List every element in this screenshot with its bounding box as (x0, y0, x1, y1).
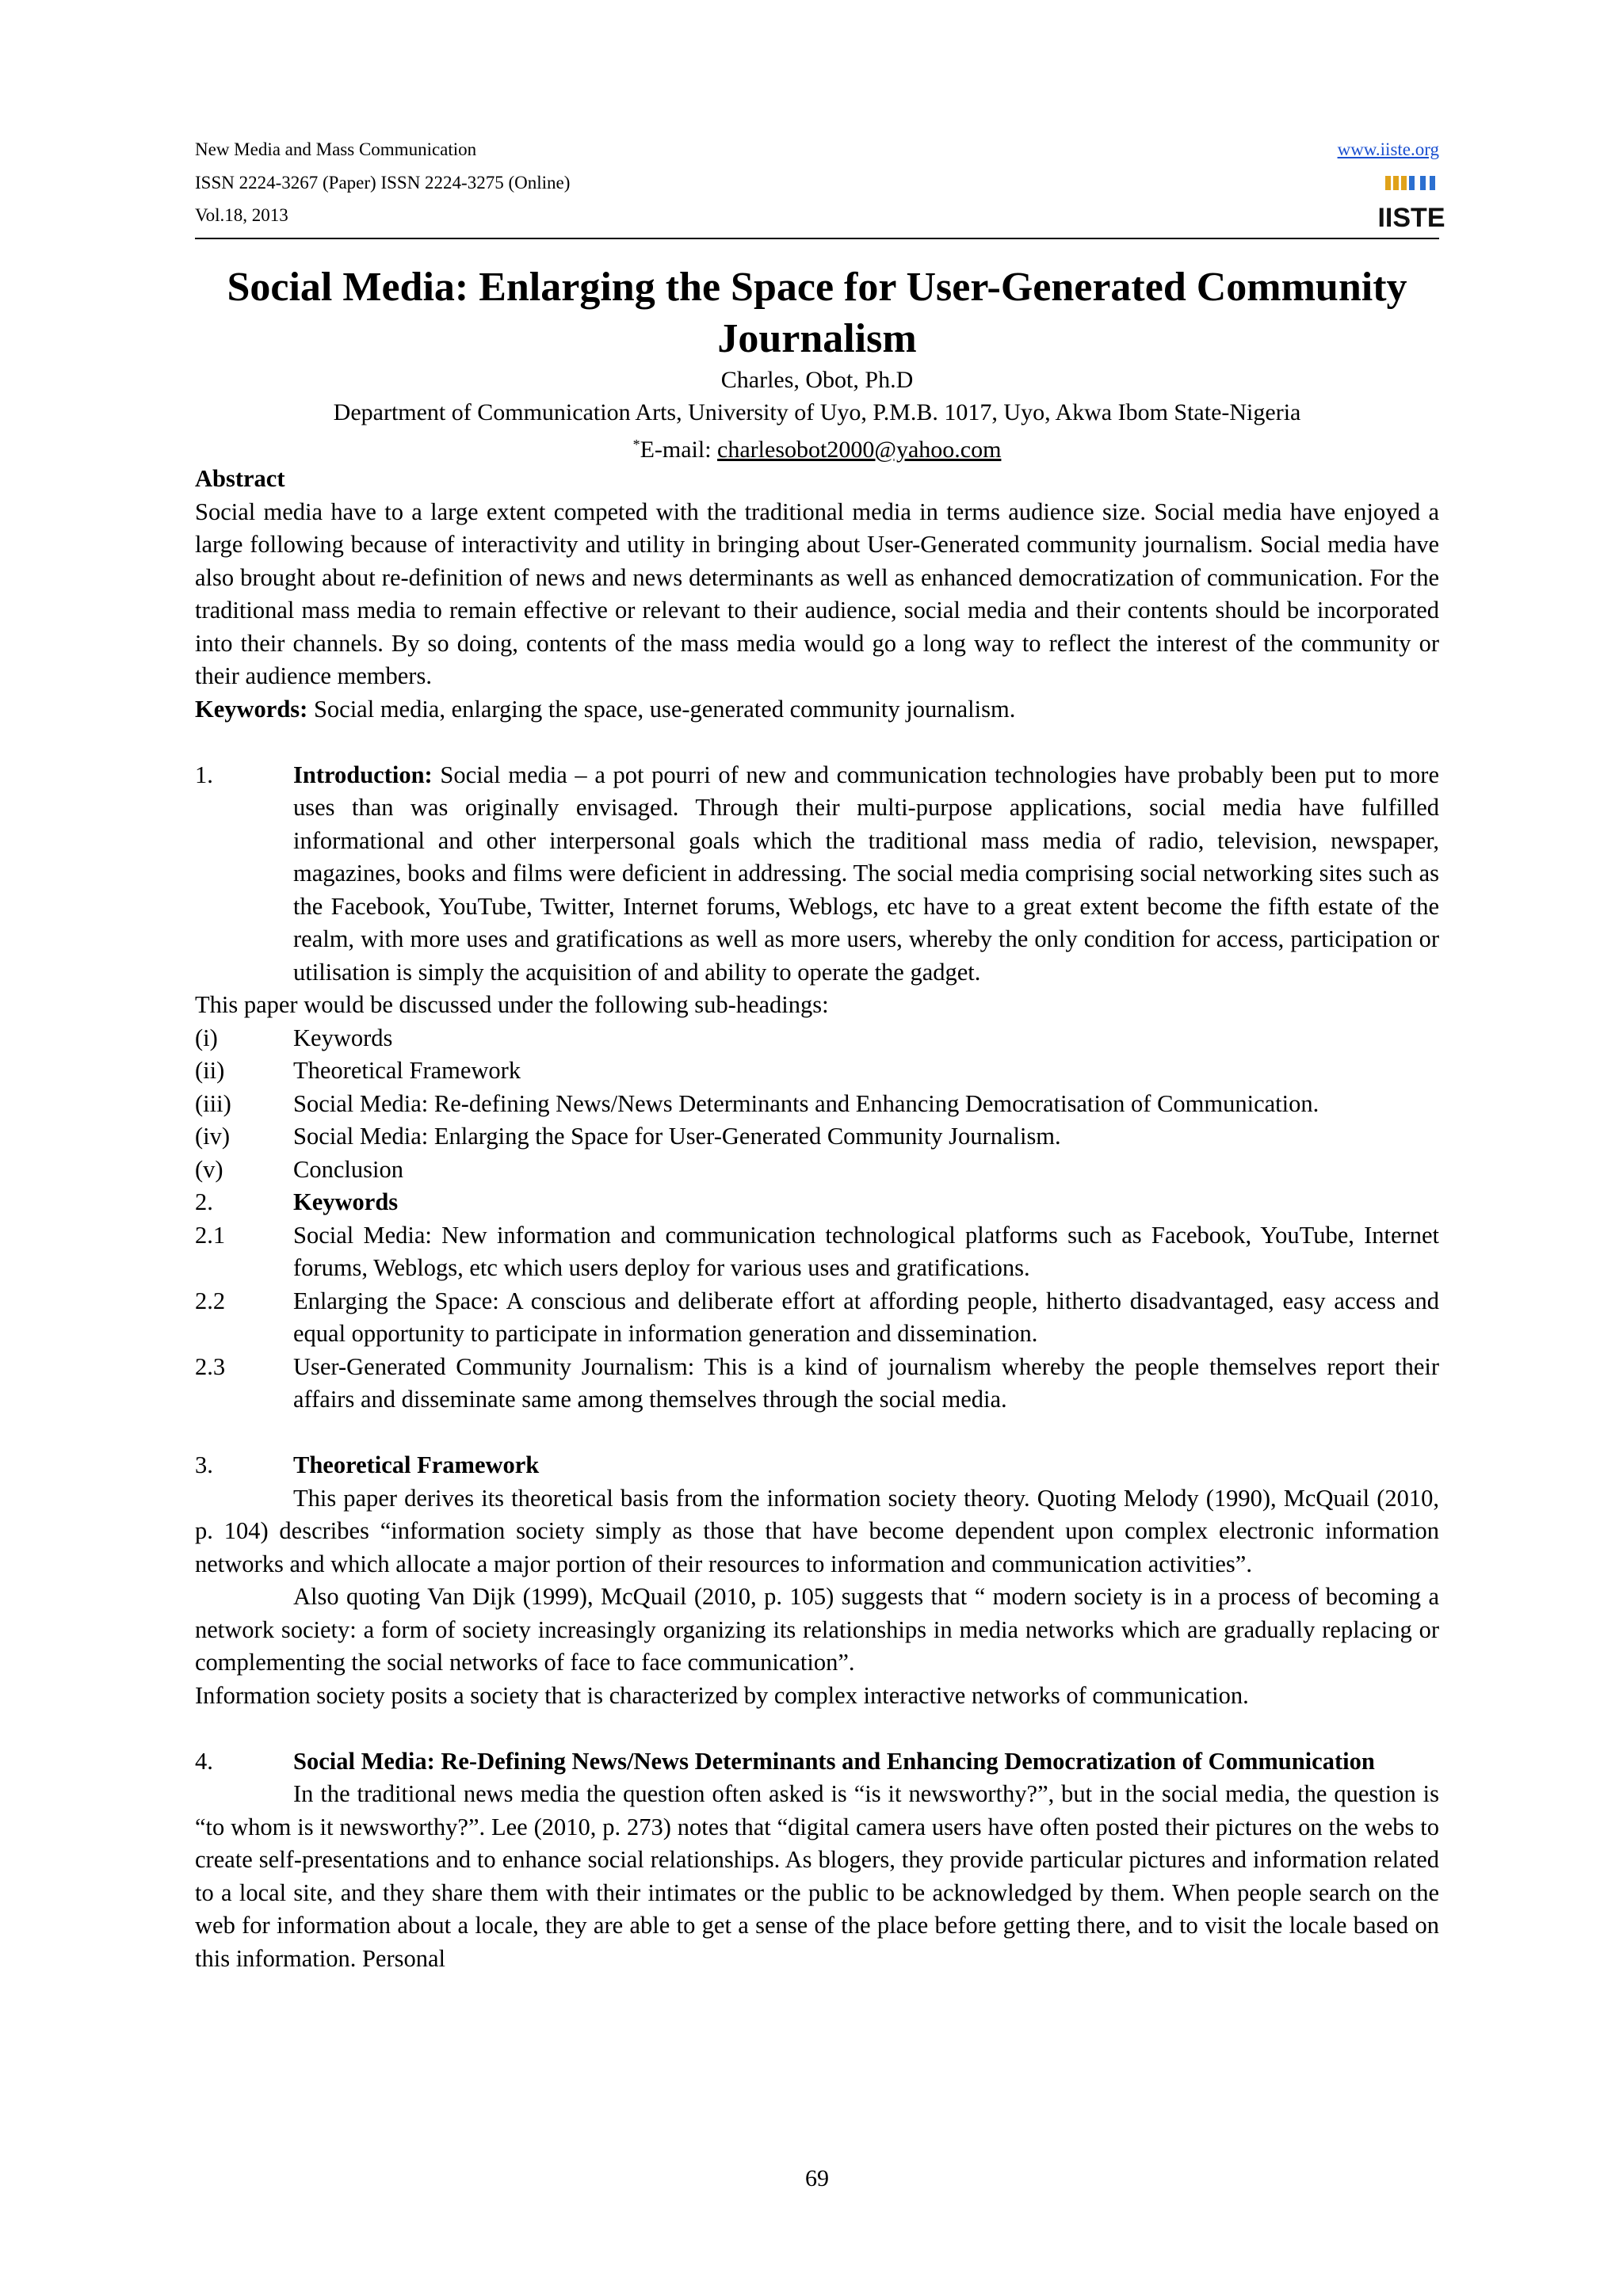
list-item (195, 1351, 1439, 1417)
iiste-logo (1377, 174, 1445, 233)
author-email (195, 429, 1439, 466)
paragraph: This paper derives its theoretical basis from the information society theory. Quoting Melody (1990), McQuail (2010, p. 104) describes “information society simply as those that have become dependent upon complex electronic information networks and which allocate a major portion of their resources to information and communication activities”. (195, 1484, 1439, 1577)
list-item-number: (v) (195, 1155, 223, 1183)
email-label: E-mail: (640, 437, 718, 463)
section-heading: Theoretical Framework (293, 1451, 540, 1478)
article-body (195, 463, 1439, 1975)
author-name: Charles, Obot, Ph.D (720, 367, 914, 393)
list-item-number: 2.2 (195, 1287, 226, 1314)
list-item-text: Conclusion (293, 1155, 403, 1183)
section-number: 4. (195, 1747, 213, 1775)
list-item-text: Social Media: Enlarging the Space for User-Generated Community Journalism. (293, 1123, 1061, 1150)
keywords-text: Social media, enlarging the space, use-generated community journalism. (307, 695, 1016, 723)
keywords-line (195, 693, 1439, 727)
list-item-text: Social Media: New information and communication technological platforms such as Facebook, YouTube, Internet forums, Weblogs, etc which users deploy for various uses and gratifications. (293, 1221, 1439, 1281)
intro-text: Social media – a pot pourri of new and communication technologies have probably been put to more uses than was originally envisaged. Through their multi-purpose applications, social media have fulfilled informational and other interpersonal goals which the traditional mass media of radio, television, newspaper, magazines, books and films were deficient in addressing. The social media comprising social networking sites such as the Facebook, YouTube, Twitter, Internet forums, Weblogs, etc have to a great extent become the fifth estate of the realm, with more uses and gratifications as well as more users, whereby the only condition for access, participation or utilisation is simply the acquisition of and ability to operate the gadget. (293, 761, 1439, 986)
list-item-text: User-Generated Community Journalism: This is a kind of journalism whereby the people themselves report their affairs and disseminate same among themselves through the social media. (293, 1352, 1439, 1413)
abstract-text: Social media have to a large extent competed with the traditional media in terms audience size. Social media have enjoyed a large following because of interactivity and utility in bringing about User-Generated community journalism. Social media have also brought about re-definition of news and news determinants as well as enhanced democratization of communication. For the traditional mass media to remain effective or relevant to their audience, social media and their contents should be incorporated into their channels. By so doing, contents of the mass media would go a long way to reflect the interest of the community or their audience members. (195, 498, 1439, 689)
email-link[interactable]: charlesobot2000@yahoo.com (717, 437, 1002, 463)
email-marker: * (632, 437, 640, 452)
list-item (195, 1055, 1439, 1088)
list-item-number: (iv) (195, 1123, 231, 1150)
list-item-number: (i) (195, 1024, 218, 1051)
theory-section-heading (195, 1449, 1439, 1482)
intro-heading: Introduction: (293, 761, 433, 788)
paragraph: Information society posits a society that is characterized by complex interactive networks of communication. (195, 1681, 1249, 1709)
section4-heading (195, 1745, 1439, 1779)
list-item (195, 1154, 1439, 1187)
keywords-label: Keywords: (195, 695, 308, 723)
list-item-number: (iii) (195, 1089, 231, 1117)
list-item (195, 1088, 1439, 1121)
list-item-text: Enlarging the Space: A conscious and deliberate effort at affording people, hitherto disadvantaged, easy access and equal opportunity to participate in information generation and dissemination. (293, 1287, 1439, 1347)
subheadings-lead: This paper would be discussed under the following sub-headings: (195, 991, 829, 1018)
list-item-text: Keywords (293, 1024, 393, 1051)
section-heading: Keywords (293, 1188, 399, 1215)
paragraph: In the traditional news media the question often asked is “is it newsworthy?”, but in the social media, the question is “to whom is it newsworthy?”. Lee (2010, p. 273) notes that “digital camera users have often posted their pictures on the webs to create self-presentations and to enhance social relationships. As blogers, they provide particular pictures and information related to a local site, and they share them with their intimates or the public to be acknowledged by them. When people search on the web for information about a locale, they are able to get a sense of the place before getting there, and to visit the locale based on this information. Personal (195, 1780, 1439, 1972)
keywords-section-heading (195, 1186, 1439, 1219)
list-item (195, 1022, 1439, 1055)
journal-issn: ISSN 2224-3267 (Paper) ISSN 2224-3275 (Online) (195, 172, 571, 193)
paragraph: Also quoting Van Dijk (1999), McQuail (2010, p. 105) suggests that “ modern society is in a process of becoming a network society: a form of society increasingly organizing its relationships in media networks which are gradually replacing or complementing the social networks of face to face communication”. (195, 1583, 1439, 1676)
author-affiliation: Department of Communication Arts, University of Uyo, P.M.B. 1017, Uyo, Akwa Ibom State-Nigeria (333, 399, 1301, 425)
list-item (195, 1285, 1439, 1351)
list-item-number: (ii) (195, 1057, 225, 1084)
abstract-heading: Abstract (195, 465, 285, 492)
section-number: 1. (195, 761, 213, 788)
section-number: 3. (195, 1451, 213, 1478)
list-item (195, 1120, 1439, 1154)
running-header (195, 133, 1445, 233)
article-title: Social Media: Enlarging the Space for User-Generated Community Journalism (227, 265, 1407, 361)
journal-name: New Media and Mass Communication (195, 139, 477, 159)
byline (195, 364, 1439, 466)
list-item (195, 1219, 1439, 1285)
section-heading: Social Media: Re-Defining News/News Determinants and Enhancing Democratization of Communication (293, 1747, 1375, 1775)
list-item-number: 2.3 (195, 1352, 226, 1380)
journal-volume: Vol.18, 2013 (195, 205, 288, 225)
svg-text:IISTE: IISTE (1377, 203, 1445, 233)
journal-info (195, 133, 570, 232)
section-number: 2. (195, 1188, 213, 1215)
page-number: 69 (805, 2165, 829, 2191)
header-rule (195, 238, 1439, 239)
intro-section (195, 759, 1439, 990)
journal-url-link[interactable]: www.iiste.org (1337, 139, 1439, 159)
list-item-number: 2.1 (195, 1221, 226, 1249)
list-item-text: Theoretical Framework (293, 1057, 521, 1084)
list-item-text: Social Media: Re-defining News/News Determinants and Enhancing Democratisation of Communication. (293, 1089, 1319, 1117)
